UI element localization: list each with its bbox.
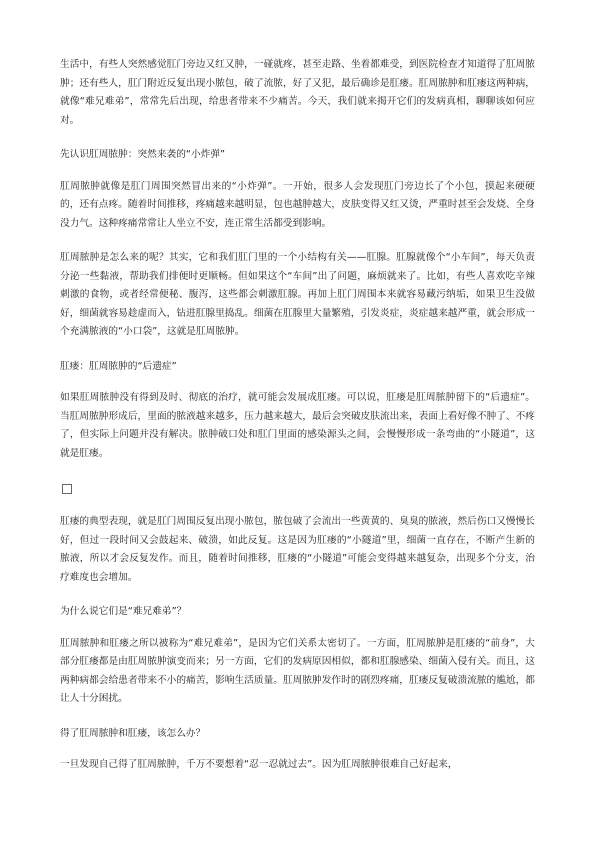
abscess-description-paragraph: 肛周脓肿就像是肛门周围突然冒出来的“小炸弹”。一开始，很多人会发现肛门旁边长了个小包，摸起来硬硬的，还有点疼。随着时间推移，疼痛越来越明显，包也越肿越大，皮肤变得又红又烫，严重时甚至会发烧、全身没力气。这种疼痛常常让人坐立不安，连正常生活都受到影响。	[60, 180, 535, 229]
section-heading-relation: 为什么说它们是“难兄难弟”？	[60, 606, 187, 617]
relation-paragraph: 肛周脓肿和肛瘘之所以被称为“难兄难弟”，是因为它们关系太密切了。一方面，肛周脓肿是肛瘘的“前身”，大部分肛瘘都是由肛周脓肿演变而来；另一方面，它们的发病原因相似，都和肛腺感染、细菌入侵有关。而且，这两种病都会给患者带来不小的痛苦，影响生活质量。肛周脓肿发作时的剧烈疼痛，肛瘘反复破溃流脓的尴尬，都让人十分困扰。	[60, 637, 535, 704]
section-heading-abscess: 先认识肛周脓肿：突然来袭的“小炸弹”	[60, 149, 226, 160]
fistula-origin-paragraph: 如果肛周脓肿没有得到及时、彻底的治疗，就可能会发展成肛瘘。可以说，肛瘘是肛周脓肿留下的“后遗症”。当肛周脓肿形成后，里面的脓液越来越多，压力越来越大，最后会突破皮肤流出来，表面上看好像不肿了、不疼了，但实际上问题并没有解决。脓肿破口处和肛门里面的感染源头之间，会慢慢形成一条弯曲的“小隧道”，这就是肛瘘。	[60, 392, 535, 459]
missing-image-icon	[62, 484, 72, 494]
fistula-symptoms-paragraph: 肛瘘的典型表现，就是肛门周围反复出现小脓包，脓包破了会流出一些黄黄的、臭臭的脓液，然后伤口又慢慢长好，但过一段时间又会鼓起来、破溃，如此反复。这是因为肛瘘的“小隧道”里，细菌一直存在，不断产生新的脓液，所以才会反复发作。而且，随着时间推移，肛瘘的“小隧道”可能会变得越来越复杂，出现多个分支，治疗难度也会增加。	[60, 516, 535, 583]
section-heading-treatment: 得了肛周脓肿和肛瘘，该怎么办？	[60, 727, 206, 739]
intro-paragraph: 生活中，有些人突然感觉肛门旁边又红又肿，一碰就疼，甚至走路、坐着都难受，到医院检查才知道得了肛周脓肿；还有些人，肛门附近反复出现小脓包，破了流脓，好了又犯，最后确诊是肛瘘。肛周脓肿和肛瘘这两种病，就像“难兄难弟”，常常先后出现，给患者带来不少痛苦。今天，我们就来揭开它们的发病真相，聊聊该如何应对。	[60, 59, 535, 126]
treatment-paragraph: 一旦发现自己得了肛周脓肿，千万不要想着“忍一忍就过去”。因为肛周脓肿很难自己好起来，	[60, 759, 458, 770]
abscess-cause-paragraph: 肛周脓肿是怎么来的呢？其实，它和我们肛门里的一个小结构有关——肛腺。肛腺就像个“小车间”，每天负责分泌一些黏液，帮助我们排便时更顺畅。但如果这个“车间”出了问题，麻烦就来了。比如，有些人喜欢吃辛辣刺激的食物，或者经常便秘、腹泻，这些都会刺激肛腺。再加上肛门周围本来就容易藏污纳垢，如果卫生没做好，细菌就容易趁虚而入，钻进肛腺里捣乱。细菌在肛腺里大量繁殖，引发炎症，炎症越来越严重，就会形成一个充满脓液的“小口袋”，这就是肛周脓肿。	[60, 252, 535, 337]
image-placeholder	[60, 479, 535, 501]
section-heading-fistula: 肛瘘：肛周脓肿的“后遗症”	[60, 360, 177, 372]
